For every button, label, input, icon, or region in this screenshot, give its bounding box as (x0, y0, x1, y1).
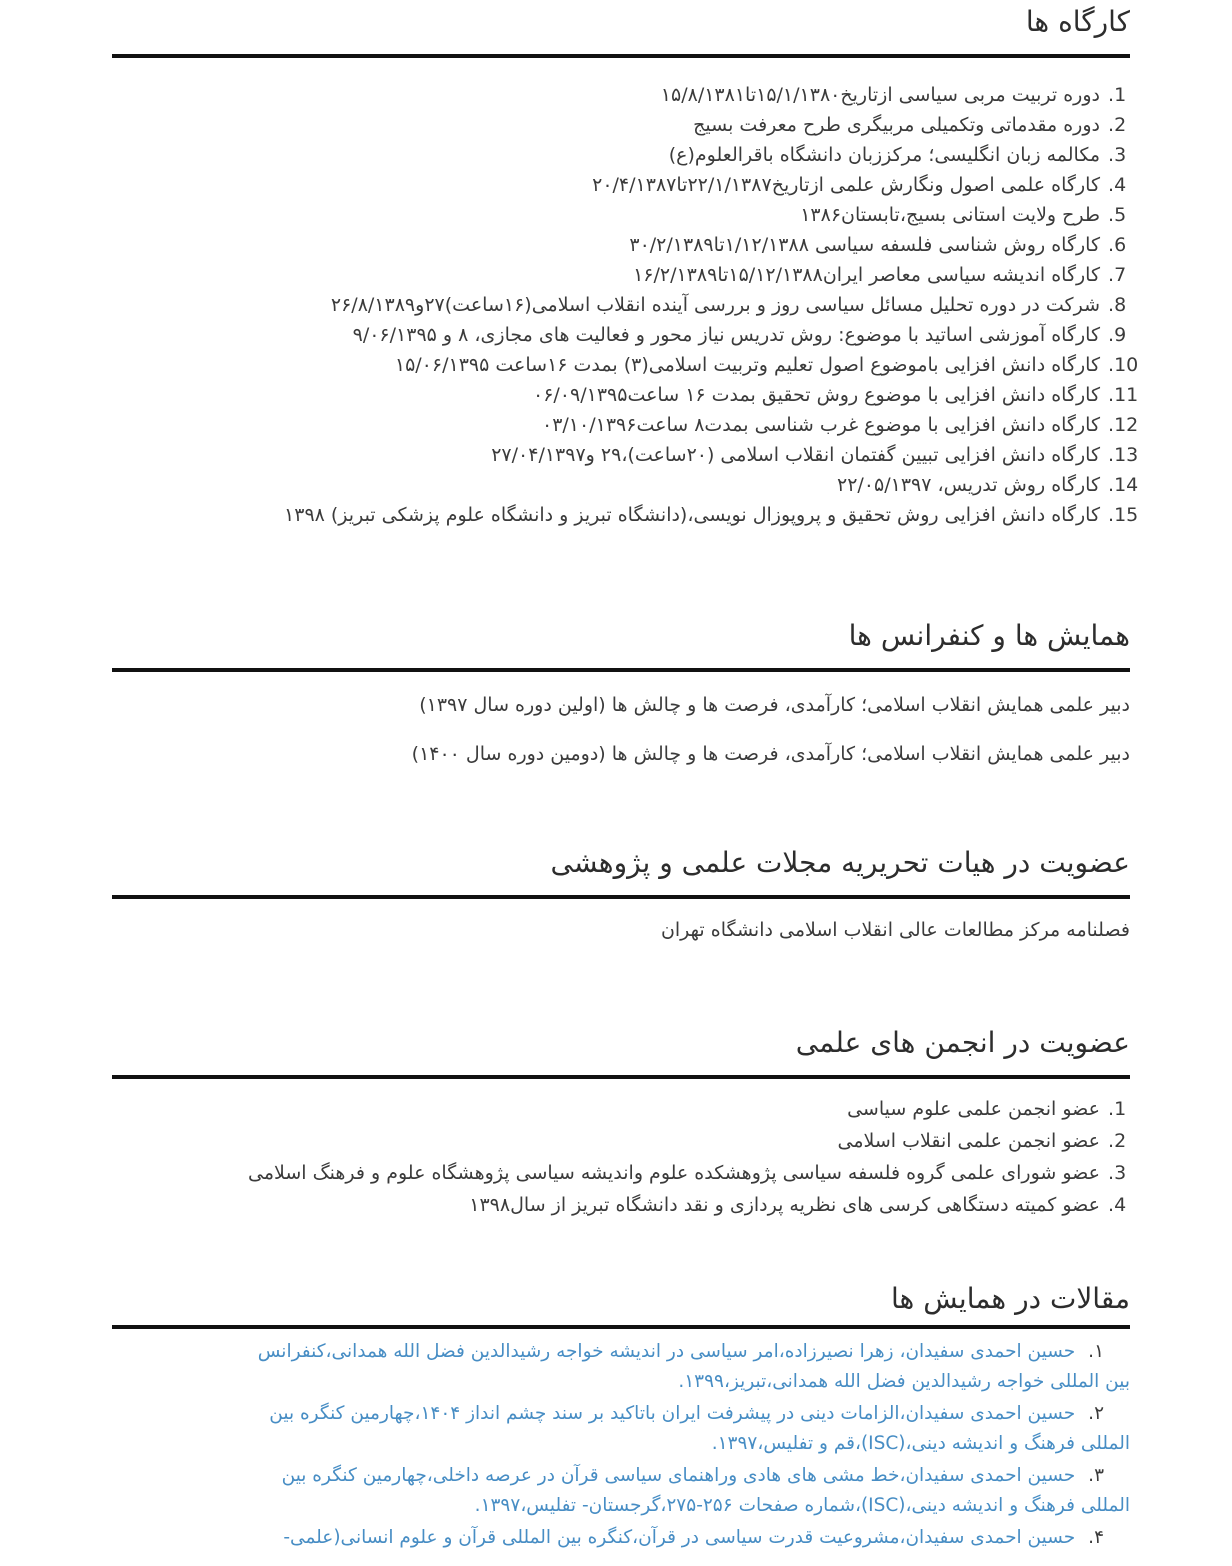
conference-entry: دبیر علمی همایش انقلاب اسلامی؛ کارآمدی، فرصت ها و چالش ها (دومین دوره سال ۱۴۰۰) (411, 743, 1130, 765)
association-item: 1. عضو انجمن علمی علوم سیاسی (112, 1093, 1102, 1125)
workshop-item: 12. کارگاه دانش افزایی با موضوع غرب شناسی بمدت۸ ساعت۰۳/۱۰/۱۳۹۶ (112, 410, 1102, 440)
paper-citation-text: حسین احمدی سفیدان،مشروعیت قدرت سیاسی در قرآن،کنگره بین المللی قرآن و علوم انسانی(علمی- (283, 1527, 1076, 1548)
workshop-item: 10. کارگاه دانش افزایی باموضوع اصول تعلیم وتربیت اسلامی(۳) بمدت ۱۶ساعت ۱۵/۰۶/۱۳۹۵ (112, 350, 1102, 380)
section-workshops (112, 4, 1130, 530)
paper-number: ۴. (1088, 1527, 1104, 1548)
paper-item (112, 1461, 1130, 1521)
workshops-list (112, 80, 1130, 530)
workshop-item: 5. طرح ولایت استانی بسیج،تابستان۱۳۸۶ (112, 200, 1102, 230)
paper-citation-text: بین المللی خواجه رشیدالدین فضل الله همدانی،تبریز،۱۳۹۹. (678, 1371, 1130, 1392)
paper-number: ۲. (1088, 1403, 1104, 1424)
section-divider (112, 54, 1130, 58)
workshop-item: 15. کارگاه دانش افزایی روش تحقیق و پروپوزال نویسی،(دانشگاه تبریز و دانشگاه علوم پزشکی تبریز) ۱۳۹۸ (112, 500, 1102, 530)
paper-citation-text: حسین احمدی سفیدان، زهرا نصیرزاده،امر سیاسی در اندیشه خواجه رشیدالدین فضل الله همدانی،کنفرانس (257, 1341, 1076, 1362)
paper-number: ۳. (1088, 1465, 1104, 1486)
paper-citation-text: المللی فرهنگ و اندیشه دینی،(ISC)،قم و تفلیس،۱۳۹۷. (711, 1433, 1130, 1454)
editorial-entry: فصلنامه مرکز مطالعات عالی انقلاب اسلامی دانشگاه تهران (660, 919, 1130, 941)
paper-citation-text: حسین احمدی سفیدان،خط مشی های هادی وراهنمای سیاسی قرآن در عرصه داخلی،چهارمین کنگره بین (281, 1465, 1076, 1486)
workshop-item: 4. کارگاه علمی اصول ونگارش علمی ازتاریخ۲۲/۱/۱۳۸۷تا۲۰/۴/۱۳۸۷ (112, 170, 1102, 200)
workshop-item: 9. کارگاه آموزشی اساتید با موضوع: روش تدریس نیاز محور و فعالیت های مجازی، ۸ و ۹/۰۶/۱۳۹۵ (112, 320, 1102, 350)
paper-citation-text: حسین احمدی سفیدان،الزامات دینی در پیشرفت ایران باتاکید بر سند چشم انداز ۱۴۰۴،چهارمین کنگره بین (269, 1403, 1076, 1424)
papers-list (112, 1337, 1130, 1553)
section-title-workshops: کارگاه ها (1025, 5, 1130, 38)
workshop-item: 14. کارگاه روش تدریس، ۲۲/۰۵/۱۳۹۷ (112, 470, 1102, 500)
workshop-item: 1. دوره تربیت مربی سیاسی ازتاریخ۱۵/۱/۱۳۸۰تا۱۵/۸/۱۳۸۱ (112, 80, 1102, 110)
section-title-conferences: همایش ها و کنفرانس ها (848, 619, 1130, 652)
workshop-item: 6. کارگاه روش شناسی فلسفه سیاسی ۱/۱۲/۱۳۸۸تا۳۰/۲/۱۳۸۹ (112, 230, 1102, 260)
cv-document-page (112, 4, 1130, 1553)
association-item: 2. عضو انجمن علمی انقلاب اسلامی (112, 1125, 1102, 1157)
section-conferences (112, 618, 1130, 769)
association-item: 4. عضو کمیته دستگاهی کرسی های نظریه پردازی و نقد دانشگاه تبریز از سال۱۳۹۸ (112, 1189, 1102, 1221)
section-divider (112, 668, 1130, 672)
paper-item (112, 1523, 1130, 1553)
workshop-item: 8. شرکت در دوره تحلیل مسائل سیاسی روز و بررسی آینده انقلاب اسلامی(۱۶ساعت)۲۷و۲۶/۸/۱۳۸۹ (112, 290, 1102, 320)
associations-list (112, 1093, 1130, 1221)
paper-item (112, 1399, 1130, 1459)
paper-number: ۱. (1088, 1341, 1104, 1362)
section-conference-papers (112, 1281, 1130, 1553)
section-associations (112, 1025, 1130, 1221)
section-title-editorial: عضویت در هیات تحریریه مجلات علمی و پژوهشی (550, 846, 1130, 879)
section-title-associations: عضویت در انجمن های علمی (795, 1026, 1130, 1059)
workshop-item: 7. کارگاه اندیشه سیاسی معاصر ایران۱۵/۱۲/۱۳۸۸تا۱۶/۲/۱۳۸۹ (112, 260, 1102, 290)
section-title-papers: مقالات در همایش ها (891, 1282, 1130, 1315)
conference-entry: دبیر علمی همایش انقلاب اسلامی؛ کارآمدی، فرصت ها و چالش ها (اولین دوره سال ۱۳۹۷) (419, 694, 1130, 716)
paper-citation-text: المللی فرهنگ و اندیشه دینی،(ISC)،شماره صفحات ۲۵۶-۲۷۵،گرجستان- تفلیس،۱۳۹۷. (474, 1495, 1130, 1516)
section-divider (112, 1075, 1130, 1079)
section-divider (112, 1325, 1130, 1329)
association-item: 3. عضو شورای علمی گروه فلسفه سیاسی پژوهشکده علوم واندیشه سیاسی پژوهشگاه علوم و فرهنگ اسلامی (112, 1157, 1102, 1189)
workshop-item: 11. کارگاه دانش افزایی با موضوع روش تحقیق بمدت ۱۶ ساعت۰۶/۰۹/۱۳۹۵ (112, 380, 1102, 410)
paper-item (112, 1337, 1130, 1397)
section-editorial-memberships (112, 845, 1130, 945)
workshop-item: 13. کارگاه دانش افزایی تبیین گفتمان انقلاب اسلامی (۲۰ساعت)،۲۹ و۲۷/۰۴/۱۳۹۷ (112, 440, 1102, 470)
section-divider (112, 895, 1130, 899)
workshop-item: 3. مکالمه زبان انگلیسی؛ مرکززبان دانشگاه باقرالعلوم(ع) (112, 140, 1102, 170)
workshop-item: 2. دوره مقدماتی وتکمیلی مربیگری طرح معرفت بسیج (112, 110, 1102, 140)
